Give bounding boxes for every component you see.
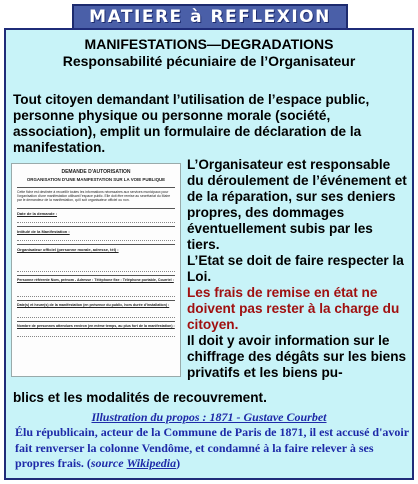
form-subheader: ORGANISATION D'UNE MANIFESTATION SUR LA VOIE PUBLIQUE [26, 177, 166, 182]
continuation-text: blics et les modalités de recouvrement. [13, 390, 267, 405]
form-field-label: Date(s) et heure(s) de la manifestation (en présence du public, hors durée d'installation) : [17, 303, 170, 307]
form-field [17, 322, 175, 340]
wikipedia-link[interactable]: Wikipedia [126, 456, 177, 470]
right-column-text [187, 157, 409, 381]
caption-body-text: Élu républicain, acteur de la Commune de Paris de 1871, il est accusé d'avoir fait renverser la colonne Vendôme, et condamné à la faire relever à ses propres frais. ( [15, 425, 409, 470]
form-field [17, 227, 175, 245]
form-field [17, 209, 175, 227]
intro-paragraph: Tout citoyen demandant l’utilisation de l’espace public, personne physique ou personne morale (société, association), emplit un formulaire de déclaration de la manifestation. [13, 92, 370, 155]
form-intro-text: Cette fiche est destinée à recueillir toutes les informations nécessaires aux services municipaux pour l'organisation d'une manifestation utilisant l'espace public. Elle doit être remise au secrétariat du Maire par le demandeur de la manifestation, qu'il soit organisateur officiel ou non. [17, 190, 171, 202]
responsibility-text: L’Organisateur est responsable du déroulement de l’événement et de la réparation, sur ses deniers propres, des dommages éventuellement subis par les tiers. [187, 157, 407, 252]
warning-text: Les frais de remise en état ne doivent pas rester à la charge du citoyen. [187, 285, 400, 332]
form-field [17, 276, 175, 301]
form-intro-box [17, 187, 175, 209]
form-field-label: Date de la demande : [17, 211, 58, 216]
caption-body [15, 425, 409, 472]
content-panel [4, 28, 414, 480]
form-field-label: Personne référente Nom, prénom - Adresse : Téléphone fixe : Téléphone portable, Courriel : [17, 278, 174, 282]
form-field [17, 245, 175, 276]
source-label: source [90, 456, 124, 470]
authorization-form-image [11, 163, 181, 377]
subtitle: Responsabilité pécuniaire de l’Organisateur [62, 53, 356, 69]
source-close: ) [176, 456, 181, 470]
form-field-label: Nombre de personnes attendues environ (en même temps, au plus fort de la manifestation) : [17, 324, 175, 328]
form-field-label: Intitulé de la Manifestation : [17, 229, 70, 234]
information-text: Il doit y avoir information sur le chiffrage des dégâts sur les biens privatifs et les biens pu- [187, 333, 407, 380]
main-title: MANIFESTATIONS—DEGRADATIONS [84, 36, 334, 52]
form-field [17, 301, 175, 322]
state-text: L’Etat se doit de faire respecter la Loi. [187, 253, 404, 284]
illustration-caption: Illustration du propos : 1871 - Gustave Courbet [91, 410, 327, 424]
form-field-label: Organisateur officiel (personne morale, adresse, tél) : [17, 247, 119, 252]
form-header: DEMANDE D'AUTORISATION [61, 169, 131, 175]
banner: MATIERE à REFLEXION [72, 4, 348, 30]
